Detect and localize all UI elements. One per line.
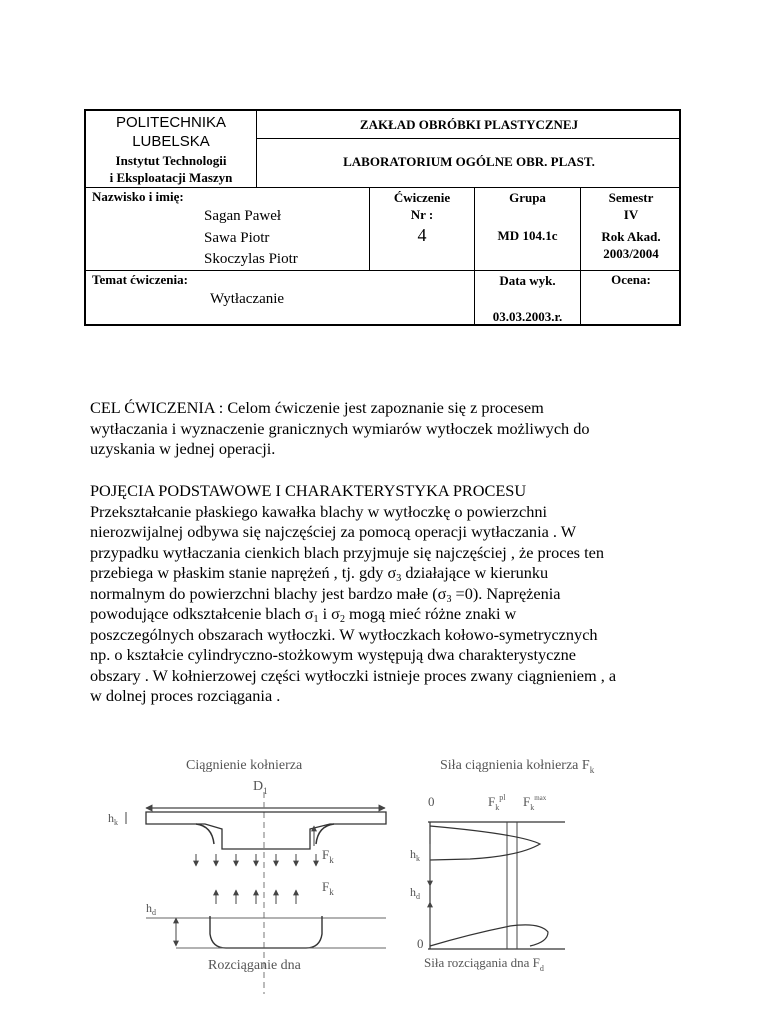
date-value: 03.03.2003.r. <box>492 309 563 324</box>
semester-label: Semestr <box>608 190 654 205</box>
text-line: w dolnej proces rozciągania . <box>90 686 281 705</box>
text-line: powodujące odkształcenie blach $\sigma_1$ i $\sigma_2$ mogą mieć różne znaki w <box>90 604 517 625</box>
text-line: np. o kształcie cylindryczno-stożkowym występują dwa charakterystyczne <box>90 645 577 664</box>
department-title: ZAKŁAD OBRÓBKI PLASTYCZNEJ <box>359 117 579 132</box>
text-line: Przekształcanie płaskiego kawałka blachy w wytłoczkę o powierzchni <box>90 501 548 521</box>
hk-label: $h_k$ <box>108 811 118 827</box>
institute-name-line2: i Eksploatacji Maszyn <box>109 170 233 185</box>
flange-sheet <box>146 812 386 849</box>
text-line: wytłaczania i wyznaczenie granicznych wymiarów wytłoczek możliwych do <box>90 418 590 438</box>
text-line: przebiega w płaskim stanie naprężeń , tj. gdy $\sigma_3$ działające w kierunku <box>90 563 549 584</box>
right-figure-title: Siła ciągnienia kołnierza $F_k$ <box>440 758 595 775</box>
zero-bottom: 0 <box>417 936 424 951</box>
date-label: Data wyk. <box>499 273 556 288</box>
goal-paragraph <box>90 398 690 460</box>
group-value: MD 104.1c <box>497 228 558 243</box>
student-name-3: Skoczylas Piotr <box>204 251 298 267</box>
exercise-number: 4 <box>417 225 427 245</box>
laboratory-title: LABORATORIUM OGÓLNE OBR. PLAST. <box>343 154 595 169</box>
semester-cell <box>581 189 681 262</box>
d1-label: $D_1$ <box>253 779 268 796</box>
text-line: nierozwijalnej odbywa się najczęściej za pomocą operacji wytłaczania . W <box>90 522 577 541</box>
divider <box>86 270 681 271</box>
exercise-label-line1: Ćwiczenie <box>393 190 451 205</box>
topic-value: Wytłaczanie <box>210 291 285 307</box>
name-label: Nazwisko i imię: <box>92 189 184 204</box>
bottom-pressure-arrows <box>216 890 296 904</box>
university-name-line2: LUBELSKA <box>132 133 210 150</box>
section-paragraph <box>90 481 690 707</box>
text-line: CEL ĆWICZENIA : Celom ćwiczenie jest zapoznanie się z procesem <box>90 398 544 417</box>
text-line: uzyskania w jednej operacji. <box>90 439 276 458</box>
institute-name-line1: Instytut Technologii <box>115 153 227 168</box>
semester-value: IV <box>623 207 639 222</box>
left-figure-title: Ciągnienie kołnierza <box>186 758 303 773</box>
academic-year-label: Rok Akad. <box>601 229 661 244</box>
hd-label: $h_d$ <box>146 901 156 917</box>
right-hd-label: $h_d$ <box>410 885 420 901</box>
student-name-1: Sagan Paweł <box>204 208 282 224</box>
student-name-2: Sawa Piotr <box>204 230 270 246</box>
date-cell <box>475 272 580 325</box>
flange-left-bend <box>196 824 214 844</box>
text-line: normalnym do powierzchni blachy jest bardzo małe $(\sigma_3 =0)$. Naprężenia <box>90 583 561 605</box>
flange-force-curve <box>430 826 540 860</box>
right-figure-bottom-label: Siła rozciągania dna $F_d$ <box>424 955 544 973</box>
university-cell <box>86 113 256 186</box>
text-line: poszczególnych obszarach wytłoczki. W wytłoczkach kołowo-symetrycznych <box>90 624 598 644</box>
topic-label: Temat ćwiczenia: <box>92 272 188 287</box>
cup-bottom <box>210 916 322 948</box>
fkpl-label: $F_k^{pl}$ <box>488 793 506 812</box>
grade-label: Ocena: <box>611 272 651 287</box>
process-figure <box>0 734 768 1024</box>
fk-label-bottom: $F_k$ <box>322 879 334 897</box>
fk-label-top: $F_k$ <box>322 847 334 865</box>
zero-top: 0 <box>428 794 435 809</box>
fkmax-label: $F_k^{max}$ <box>523 794 547 812</box>
section-title: POJĘCIA PODSTAWOWE I CHARAKTERYSTYKA PROCESU <box>90 481 527 500</box>
left-figure-bottom-label: Rozciąganie dna <box>208 958 301 973</box>
right-hk-label: $h_k$ <box>410 847 420 863</box>
flange-pressure-arrows <box>196 854 316 866</box>
exercise-cell <box>370 189 474 246</box>
text-line: obszary . W kołnierzowej części wytłoczki istnieje proces zwany ciągnieniem , a <box>90 665 617 685</box>
divider <box>256 138 681 139</box>
header-table <box>84 109 681 326</box>
academic-year-value: 2003/2004 <box>603 246 659 261</box>
divider <box>86 187 681 188</box>
exercise-label-line2: Nr : <box>410 207 434 222</box>
bottom-force-curve <box>430 925 548 946</box>
university-name-line1: POLITECHNIKA <box>115 114 227 131</box>
text-line: przypadku wytłaczania cienkich blach przyjmuje się najczęściej , że proces ten <box>90 542 604 562</box>
group-cell <box>475 189 580 244</box>
group-label: Grupa <box>509 190 546 205</box>
